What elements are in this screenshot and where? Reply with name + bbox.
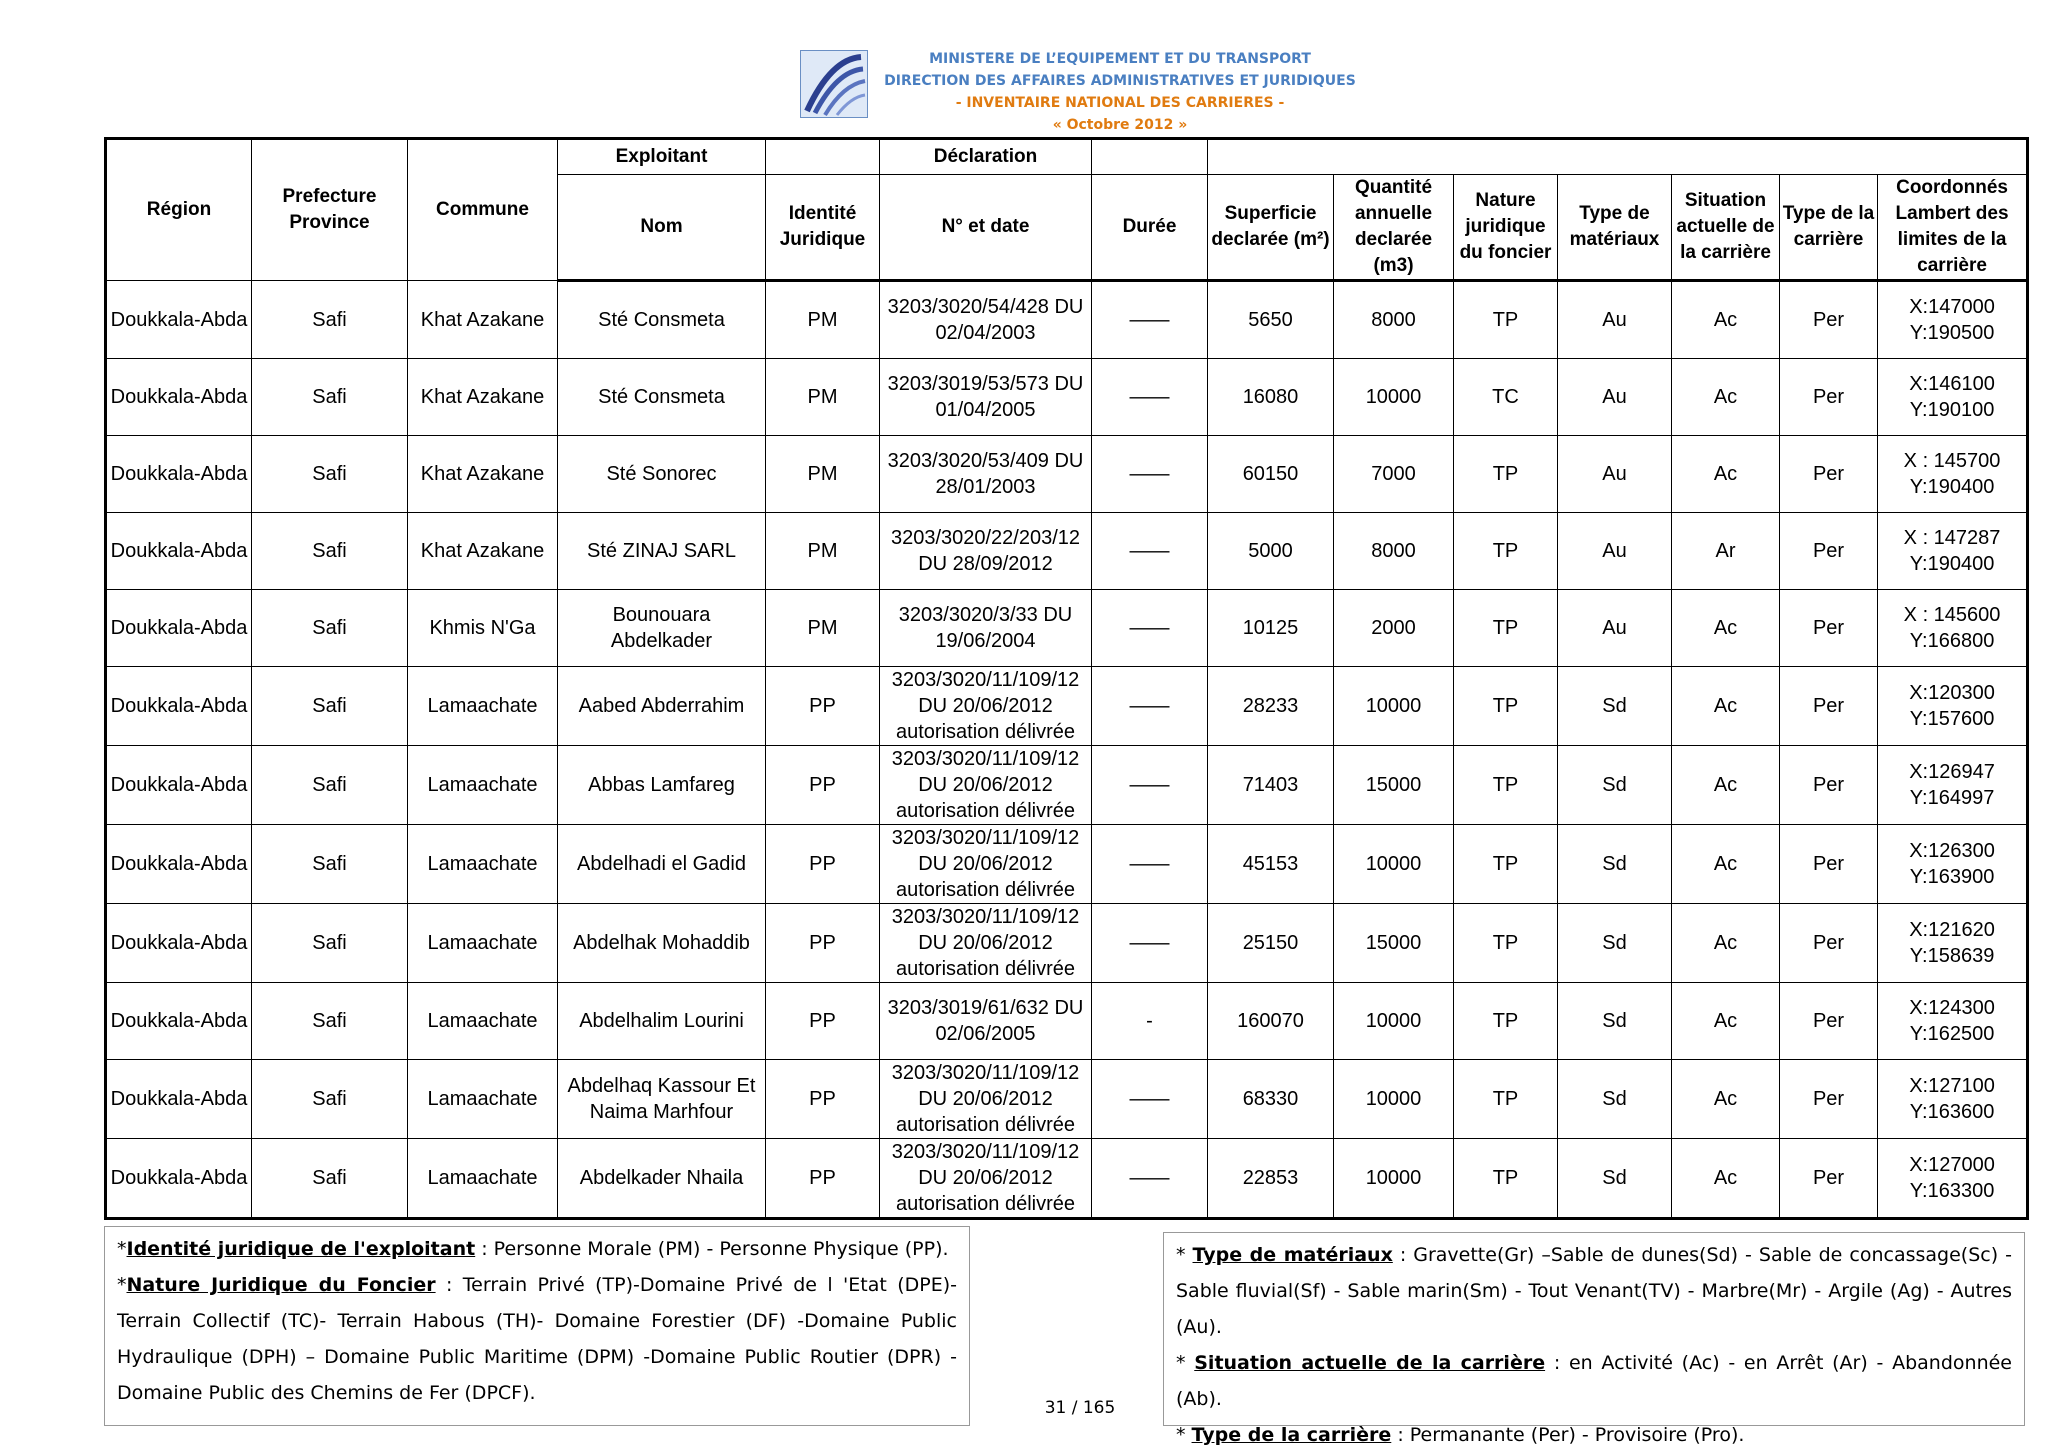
cell-coordonnees: X : 145600 Y:166800 xyxy=(1878,590,2028,667)
legend-right xyxy=(1163,1232,2025,1446)
cell-superficie: 160070 xyxy=(1208,983,1334,1060)
cell-type-materiaux: Au xyxy=(1558,513,1672,590)
cell-situation: Ac xyxy=(1672,281,1780,359)
cell-superficie: 71403 xyxy=(1208,746,1334,825)
cell-nature: TP xyxy=(1454,513,1558,590)
cell-identite: PM xyxy=(766,513,880,590)
cell-situation: Ac xyxy=(1672,1060,1780,1139)
cell-prefecture: Safi xyxy=(252,667,408,746)
cell-type-materiaux: Sd xyxy=(1558,1139,1672,1219)
cell-nom: Sté Consmeta xyxy=(558,281,766,359)
cell-commune: Khat Azakane xyxy=(408,281,558,359)
cell-numero-date: 3203/3020/22/203/12 DU 28/09/2012 xyxy=(880,513,1092,590)
cell-nom: Abdelhalim Lourini xyxy=(558,983,766,1060)
cell-situation: Ac xyxy=(1672,825,1780,904)
cell-numero-date: 3203/3019/61/632 DU 02/06/2005 xyxy=(880,983,1092,1060)
header-duree: Durée xyxy=(1092,175,1208,281)
cell-numero-date: 3203/3020/11/109/12 DU 20/06/2012 autorisation délivrée xyxy=(880,667,1092,746)
legend-nature: *Nature Juridique du Foncier : Terrain Privé (TP)-Domaine Privé de l 'Etat (DPE)-Terrain Collectif (TC)- Terrain Habous (TH)- Domaine Forestier (DF) -Domaine Public Hydraulique (DPH) – Domaine Public Maritime (DPM) -Domaine Public Routier (DPR) - Domaine Public des Chemins de Fer (DPCF). xyxy=(117,1274,958,1404)
cell-identite: PP xyxy=(766,983,880,1060)
legend-nature-text: : Terrain Privé (TP)-Domaine Privé de l 'Etat (DPE)-Terrain Collectif (TC)- Terrain Habous (TH)- Domaine Forestier (DF) -Domaine Public Hydraulique (DPH) – Domaine Public Maritime (DPM) -Domaine Public Routier (DPR) - Domaine Public des Chemins de Fer (DPCF). xyxy=(117,1274,958,1404)
cell-prefecture: Safi xyxy=(252,983,408,1060)
cell-identite: PP xyxy=(766,746,880,825)
cell-situation: Ac xyxy=(1672,667,1780,746)
cell-duree: —— xyxy=(1092,359,1208,436)
cell-commune: Lamaachate xyxy=(408,825,558,904)
header-situation: Situation actuelle de la carrière xyxy=(1672,175,1780,281)
cell-superficie: 16080 xyxy=(1208,359,1334,436)
cell-nature: TP xyxy=(1454,590,1558,667)
cell-prefecture: Safi xyxy=(252,436,408,513)
cell-type-carriere: Per xyxy=(1780,1060,1878,1139)
cell-nature: TP xyxy=(1454,667,1558,746)
ministry-logo xyxy=(800,50,868,118)
cell-type-materiaux: Au xyxy=(1558,436,1672,513)
cell-quantite: 10000 xyxy=(1334,667,1454,746)
cell-coordonnees: X:127000 Y:163300 xyxy=(1878,1139,2028,1219)
cell-commune: Khat Azakane xyxy=(408,359,558,436)
cell-nom: Sté Consmeta xyxy=(558,359,766,436)
cell-duree: —— xyxy=(1092,436,1208,513)
header-superficie: Superficie declarée (m²) xyxy=(1208,175,1334,281)
cell-type-materiaux: Sd xyxy=(1558,983,1672,1060)
cell-situation: Ac xyxy=(1672,983,1780,1060)
cell-coordonnees: X:127100 Y:163600 xyxy=(1878,1060,2028,1139)
cell-quantite: 10000 xyxy=(1334,1139,1454,1219)
table-body xyxy=(106,281,2028,1219)
cell-duree: —— xyxy=(1092,1060,1208,1139)
cell-nature: TP xyxy=(1454,1139,1558,1219)
cell-coordonnees: X:126947 Y:164997 xyxy=(1878,746,2028,825)
table-row xyxy=(106,1060,2028,1139)
cell-prefecture: Safi xyxy=(252,746,408,825)
cell-region: Doukkala-Abda xyxy=(106,513,252,590)
cell-numero-date: 3203/3020/11/109/12 DU 20/06/2012 autorisation délivrée xyxy=(880,904,1092,983)
cell-nom: Sté Sonorec xyxy=(558,436,766,513)
cell-prefecture: Safi xyxy=(252,590,408,667)
cell-prefecture: Safi xyxy=(252,904,408,983)
cell-type-materiaux: Au xyxy=(1558,281,1672,359)
cell-region: Doukkala-Abda xyxy=(106,904,252,983)
cell-duree: —— xyxy=(1092,904,1208,983)
cell-duree: —— xyxy=(1092,513,1208,590)
cell-prefecture: Safi xyxy=(252,359,408,436)
table-row xyxy=(106,667,2028,746)
cell-region: Doukkala-Abda xyxy=(106,746,252,825)
legend-type-materiaux-text: : Gravette(Gr) –Sable de dunes(Sd) - Sable de concassage(Sc) - Sable fluvial(Sf) - Sable marin(Sm) - Tout Venant(TV) - Marbre(Mr) - Argile (Ag) - Autres (Au). xyxy=(1176,1244,2012,1338)
cell-nom: Bounouara Abdelkader xyxy=(558,590,766,667)
cell-coordonnees: X:126300 Y:163900 xyxy=(1878,825,2028,904)
header-group-exploitant: Exploitant xyxy=(558,139,766,175)
legend-type-materiaux-title: Type de matériaux xyxy=(1192,1244,1393,1266)
cell-quantite: 8000 xyxy=(1334,513,1454,590)
cell-duree: —— xyxy=(1092,667,1208,746)
legend-type-carriere: * Type de la carrière : Permanante (Per) - Provisoire (Pro). xyxy=(1176,1424,1745,1446)
page-header xyxy=(0,40,2048,140)
cell-type-carriere: Per xyxy=(1780,667,1878,746)
header-region: Région xyxy=(106,139,252,281)
table-row xyxy=(106,281,2028,359)
cell-duree: —— xyxy=(1092,281,1208,359)
header-type-materiaux: Type de matériaux xyxy=(1558,175,1672,281)
cell-commune: Lamaachate xyxy=(408,1060,558,1139)
cell-numero-date: 3203/3019/53/573 DU 01/04/2005 xyxy=(880,359,1092,436)
cell-nature: TP xyxy=(1454,983,1558,1060)
cell-numero-date: 3203/3020/11/109/12 DU 20/06/2012 autorisation délivrée xyxy=(880,746,1092,825)
cell-prefecture: Safi xyxy=(252,825,408,904)
legend-situation: * Situation actuelle de la carrière : en Activité (Ac) - en Arrêt (Ar) - Abandonnée (Ab). xyxy=(1176,1352,2012,1410)
cell-numero-date: 3203/3020/3/33 DU 19/06/2004 xyxy=(880,590,1092,667)
table-row xyxy=(106,436,2028,513)
ministry-title: MINISTERE DE L’EQUIPEMENT ET DU TRANSPORT xyxy=(929,51,1311,67)
quarry-inventory-table xyxy=(104,137,2029,1220)
header-commune: Commune xyxy=(408,139,558,281)
cell-region: Doukkala-Abda xyxy=(106,983,252,1060)
cell-type-materiaux: Au xyxy=(1558,359,1672,436)
cell-type-carriere: Per xyxy=(1780,281,1878,359)
legend-type-carriere-text: : Permanante (Per) - Provisoire (Pro). xyxy=(1391,1424,1745,1446)
cell-type-carriere: Per xyxy=(1780,436,1878,513)
cell-numero-date: 3203/3020/11/109/12 DU 20/06/2012 autorisation délivrée xyxy=(880,1060,1092,1139)
cell-nom: Abbas Lamfareg xyxy=(558,746,766,825)
cell-nom: Abdelkader Nhaila xyxy=(558,1139,766,1219)
cell-region: Doukkala-Abda xyxy=(106,359,252,436)
legend-identite-text: : Personne Morale (PM) - Personne Physique (PP). xyxy=(475,1238,949,1260)
cell-situation: Ac xyxy=(1672,359,1780,436)
legend-situation-title: Situation actuelle de la carrière xyxy=(1194,1352,1546,1374)
cell-quantite: 10000 xyxy=(1334,359,1454,436)
cell-nature: TP xyxy=(1454,825,1558,904)
cell-identite: PP xyxy=(766,904,880,983)
table-row xyxy=(106,359,2028,436)
cell-nature: TP xyxy=(1454,746,1558,825)
cell-coordonnees: X:146100 Y:190100 xyxy=(1878,359,2028,436)
cell-identite: PP xyxy=(766,825,880,904)
legend-identite: *Identité juridique de l'exploitant : Personne Morale (PM) - Personne Physique (PP). xyxy=(117,1238,949,1260)
cell-commune: Lamaachate xyxy=(408,746,558,825)
header-group-blank-2 xyxy=(1092,139,1208,175)
cell-coordonnees: X:124300 Y:162500 xyxy=(1878,983,2028,1060)
cell-numero-date: 3203/3020/11/109/12 DU 20/06/2012 autorisation délivrée xyxy=(880,1139,1092,1219)
cell-type-materiaux: Sd xyxy=(1558,667,1672,746)
table-row xyxy=(106,1139,2028,1219)
cell-identite: PM xyxy=(766,436,880,513)
cell-nom: Abdelhadi el Gadid xyxy=(558,825,766,904)
cell-nom: Abdelhaq Kassour Et Naima Marhfour xyxy=(558,1060,766,1139)
cell-superficie: 60150 xyxy=(1208,436,1334,513)
cell-quantite: 2000 xyxy=(1334,590,1454,667)
table-row xyxy=(106,590,2028,667)
cell-situation: Ar xyxy=(1672,513,1780,590)
cell-situation: Ac xyxy=(1672,904,1780,983)
cell-duree: - xyxy=(1092,983,1208,1060)
cell-identite: PM xyxy=(766,590,880,667)
cell-coordonnees: X : 145700 Y:190400 xyxy=(1878,436,2028,513)
cell-type-materiaux: Sd xyxy=(1558,904,1672,983)
cell-region: Doukkala-Abda xyxy=(106,1060,252,1139)
legend-identite-title: Identité juridique de l'exploitant xyxy=(126,1238,476,1260)
cell-duree: —— xyxy=(1092,825,1208,904)
cell-nature: TC xyxy=(1454,359,1558,436)
cell-type-carriere: Per xyxy=(1780,825,1878,904)
cell-situation: Ac xyxy=(1672,436,1780,513)
cell-situation: Ac xyxy=(1672,1139,1780,1219)
cell-situation: Ac xyxy=(1672,746,1780,825)
header-text xyxy=(880,48,1360,136)
cell-coordonnees: X:120300 Y:157600 xyxy=(1878,667,2028,746)
header-nom: Nom xyxy=(558,175,766,281)
header-quantite: Quantité annuelle declarée (m3) xyxy=(1334,175,1454,281)
legend-type-carriere-title: Type de la carrière xyxy=(1191,1424,1392,1446)
header-identite: Identité Juridique xyxy=(766,175,880,281)
cell-type-carriere: Per xyxy=(1780,746,1878,825)
cell-quantite: 8000 xyxy=(1334,281,1454,359)
cell-superficie: 25150 xyxy=(1208,904,1334,983)
legend-type-materiaux: * Type de matériaux : Gravette(Gr) –Sable de dunes(Sd) - Sable de concassage(Sc) - Sable fluvial(Sf) - Sable marin(Sm) - Tout Venant(TV) - Marbre(Mr) - Argile (Ag) - Autres (Au). xyxy=(1176,1244,2012,1338)
cell-superficie: 28233 xyxy=(1208,667,1334,746)
direction-title: DIRECTION DES AFFAIRES ADMINISTRATIVES ET JURIDIQUES xyxy=(884,73,1356,89)
legend-left xyxy=(104,1226,970,1426)
cell-duree: —— xyxy=(1092,1139,1208,1219)
cell-identite: PP xyxy=(766,667,880,746)
cell-quantite: 10000 xyxy=(1334,1060,1454,1139)
legend-situation-text: : en Activité (Ac) - en Arrêt (Ar) - Abandonnée (Ab). xyxy=(1176,1352,2012,1410)
cell-situation: Ac xyxy=(1672,590,1780,667)
cell-nom: Sté ZINAJ SARL xyxy=(558,513,766,590)
cell-prefecture: Safi xyxy=(252,281,408,359)
cell-identite: PP xyxy=(766,1060,880,1139)
cell-quantite: 15000 xyxy=(1334,904,1454,983)
cell-numero-date: 3203/3020/54/428 DU 02/04/2003 xyxy=(880,281,1092,359)
table-row xyxy=(106,746,2028,825)
header-prefecture: Prefecture Province xyxy=(252,139,408,281)
cell-commune: Lamaachate xyxy=(408,667,558,746)
cell-type-materiaux: Sd xyxy=(1558,1060,1672,1139)
cell-prefecture: Safi xyxy=(252,1060,408,1139)
cell-superficie: 45153 xyxy=(1208,825,1334,904)
cell-nom: Aabed Abderrahim xyxy=(558,667,766,746)
cell-type-carriere: Per xyxy=(1780,983,1878,1060)
table-row xyxy=(106,825,2028,904)
cell-commune: Khat Azakane xyxy=(408,436,558,513)
cell-prefecture: Safi xyxy=(252,1139,408,1219)
cell-identite: PM xyxy=(766,281,880,359)
cell-identite: PP xyxy=(766,1139,880,1219)
cell-region: Doukkala-Abda xyxy=(106,281,252,359)
header-coordonnees: Coordonnés Lambert des limites de la carrière xyxy=(1878,175,2028,281)
cell-quantite: 15000 xyxy=(1334,746,1454,825)
cell-region: Doukkala-Abda xyxy=(106,1139,252,1219)
cell-type-carriere: Per xyxy=(1780,513,1878,590)
date-title: « Octobre 2012 » xyxy=(1052,117,1188,133)
header-group-blank-1 xyxy=(766,139,880,175)
header-numero-date: N° et date xyxy=(880,175,1092,281)
cell-type-carriere: Per xyxy=(1780,1139,1878,1219)
table-row xyxy=(106,513,2028,590)
header-nature: Nature juridique du foncier xyxy=(1454,175,1558,281)
cell-region: Doukkala-Abda xyxy=(106,825,252,904)
inventory-title: - INVENTAIRE NATIONAL DES CARRIERES - xyxy=(955,95,1285,111)
cell-superficie: 5650 xyxy=(1208,281,1334,359)
cell-commune: Lamaachate xyxy=(408,983,558,1060)
cell-coordonnees: X:121620 Y:158639 xyxy=(1878,904,2028,983)
cell-identite: PM xyxy=(766,359,880,436)
legend-nature-title: Nature Juridique du Foncier xyxy=(126,1274,436,1296)
cell-type-carriere: Per xyxy=(1780,904,1878,983)
header-type-carriere: Type de la carrière xyxy=(1780,175,1878,281)
cell-numero-date: 3203/3020/11/109/12 DU 20/06/2012 autorisation délivrée xyxy=(880,825,1092,904)
cell-region: Doukkala-Abda xyxy=(106,667,252,746)
cell-prefecture: Safi xyxy=(252,513,408,590)
cell-type-materiaux: Sd xyxy=(1558,746,1672,825)
road-logo-icon xyxy=(801,51,867,117)
cell-coordonnees: X : 147287 Y:190400 xyxy=(1878,513,2028,590)
cell-duree: —— xyxy=(1092,746,1208,825)
cell-nature: TP xyxy=(1454,1060,1558,1139)
cell-superficie: 68330 xyxy=(1208,1060,1334,1139)
cell-nature: TP xyxy=(1454,904,1558,983)
cell-commune: Lamaachate xyxy=(408,1139,558,1219)
page-number: 31 / 165 xyxy=(1044,1398,1116,1418)
cell-nature: TP xyxy=(1454,281,1558,359)
cell-quantite: 10000 xyxy=(1334,983,1454,1060)
cell-type-materiaux: Sd xyxy=(1558,825,1672,904)
cell-nature: TP xyxy=(1454,436,1558,513)
table-row xyxy=(106,904,2028,983)
cell-quantite: 10000 xyxy=(1334,825,1454,904)
cell-type-carriere: Per xyxy=(1780,590,1878,667)
cell-nom: Abdelhak Mohaddib xyxy=(558,904,766,983)
cell-numero-date: 3203/3020/53/409 DU 28/01/2003 xyxy=(880,436,1092,513)
cell-region: Doukkala-Abda xyxy=(106,590,252,667)
cell-type-carriere: Per xyxy=(1780,359,1878,436)
cell-commune: Lamaachate xyxy=(408,904,558,983)
cell-duree: —— xyxy=(1092,590,1208,667)
cell-commune: Khmis N'Ga xyxy=(408,590,558,667)
header-group-declaration: Déclaration xyxy=(880,139,1092,175)
cell-coordonnees: X:147000 Y:190500 xyxy=(1878,281,2028,359)
header-group-blank-3 xyxy=(1208,139,2028,175)
cell-commune: Khat Azakane xyxy=(408,513,558,590)
cell-superficie: 5000 xyxy=(1208,513,1334,590)
cell-region: Doukkala-Abda xyxy=(106,436,252,513)
table-row xyxy=(106,983,2028,1060)
cell-quantite: 7000 xyxy=(1334,436,1454,513)
cell-type-materiaux: Au xyxy=(1558,590,1672,667)
cell-superficie: 22853 xyxy=(1208,1139,1334,1219)
cell-superficie: 10125 xyxy=(1208,590,1334,667)
